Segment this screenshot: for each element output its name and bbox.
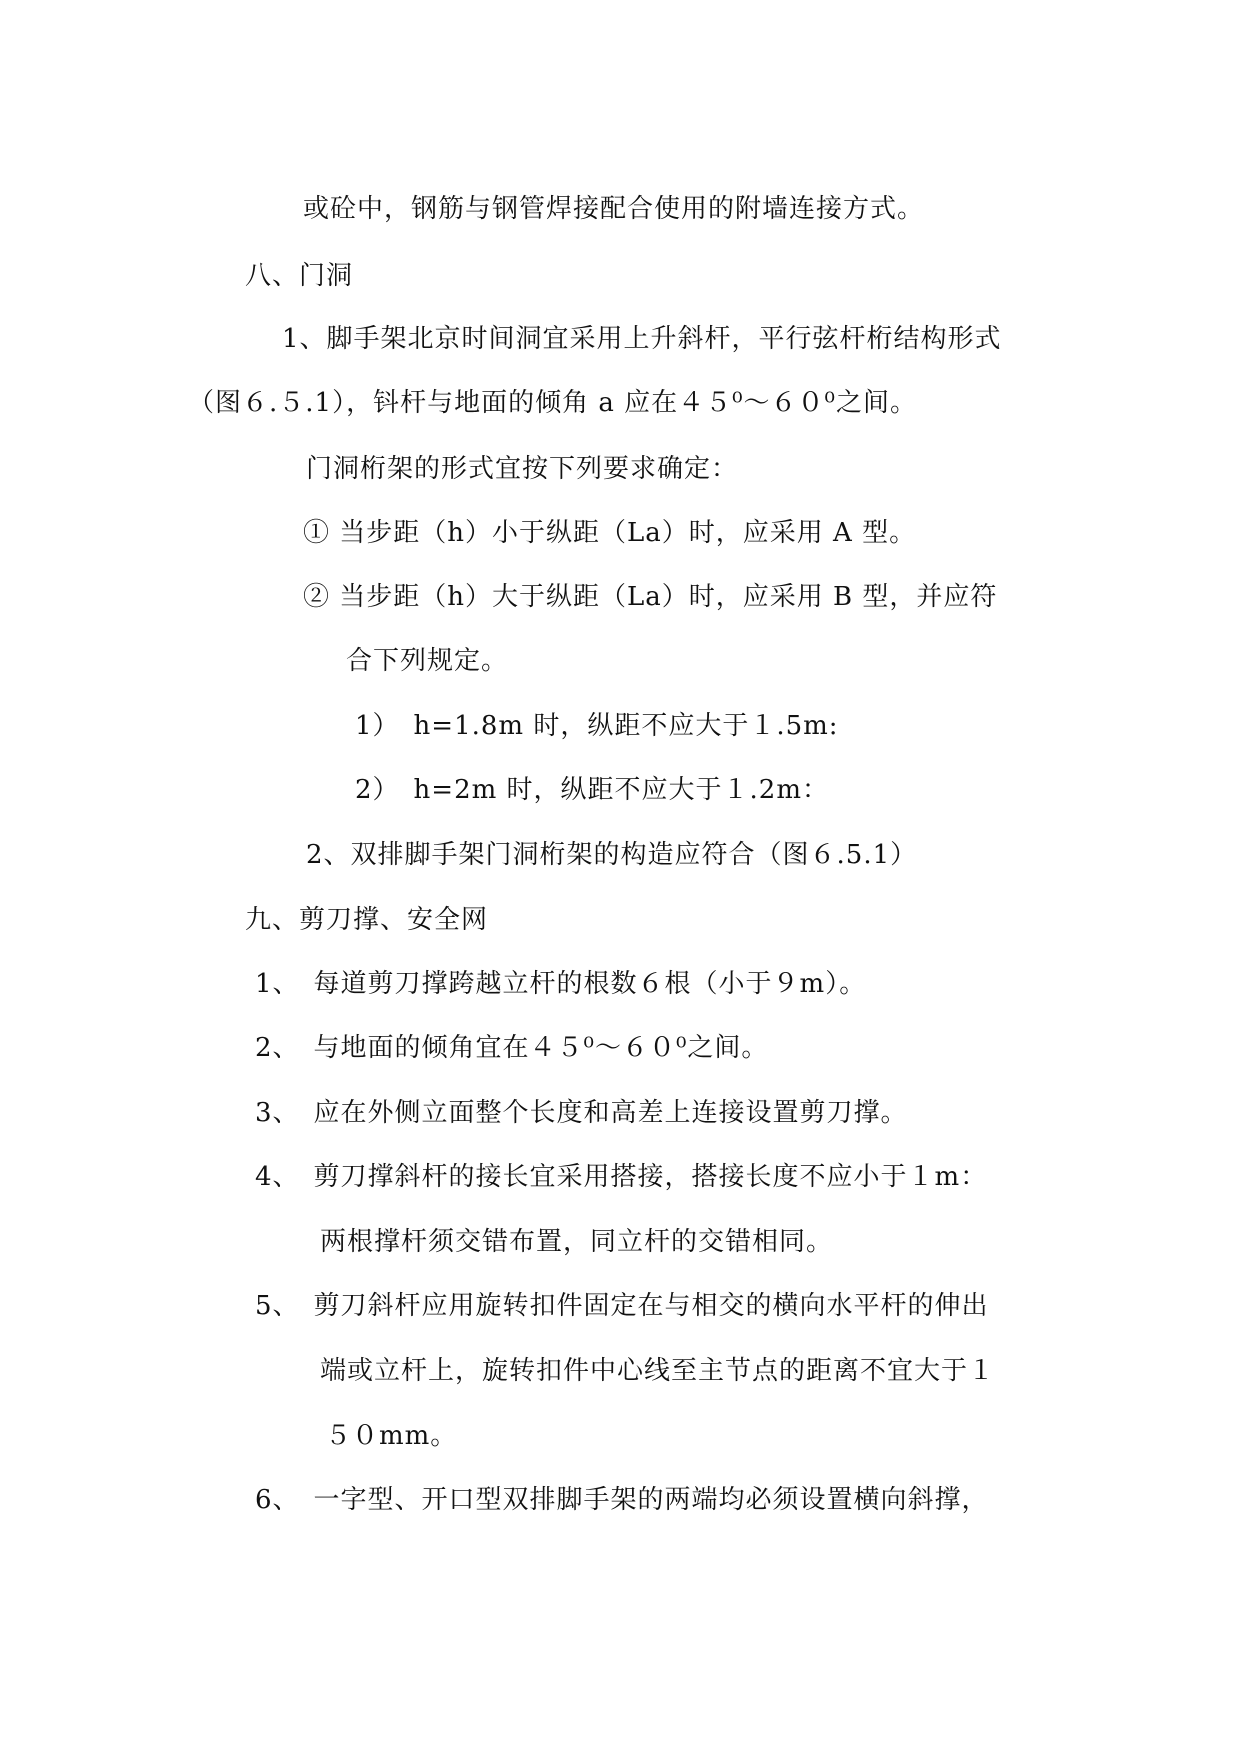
list-item: ② 当步距（h）大于纵距（La）时，应采用 B 型，并应符 <box>303 582 998 612</box>
list-item: 4、 剪刀撑斜杆的接长宜采用搭接，搭接长度不应小于１m： <box>255 1162 988 1192</box>
list-item: 2、 与地面的倾角宜在４５⁰～６０⁰之间。 <box>255 1033 769 1063</box>
text-line: ５０mm。 <box>325 1421 458 1451</box>
section-heading: 八、门洞 <box>245 261 354 291</box>
text-line: 端或立杆上，旋转扣件中心线至主节点的距离不宜大于１ <box>320 1356 996 1386</box>
text-line: （图６.５.1），钭杆与地面的倾角 a 应在４５⁰～６０⁰之间。 <box>188 388 917 418</box>
list-item: 3、 应在外侧立面整个长度和高差上连接设置剪刀撑。 <box>255 1098 908 1128</box>
text-line: 合下列规定。 <box>346 646 509 676</box>
text-line: 或砼中，钢筋与钢管焊接配合使用的附墙连接方式。 <box>303 194 925 224</box>
list-item: 5、 剪刀斜杆应用旋转扣件固定在与相交的横向水平杆的伸出 <box>255 1291 989 1321</box>
list-item: 6、 一字型、开口型双排脚手架的两端均必须设置横向斜撑， <box>255 1485 989 1515</box>
text-line: 两根撑杆须交错布置，同立杆的交错相同。 <box>320 1227 834 1257</box>
text-line: 2、双排脚手架门洞桁架的构造应符合（图６.5.1） <box>306 840 918 870</box>
list-item: 1、 每道剪刀撑跨越立杆的根数６根（小于９m）。 <box>255 969 867 999</box>
list-item: ① 当步距（h）小于纵距（La）时，应采用 A 型。 <box>303 518 917 548</box>
list-item: 1） h=1.8m 时，纵距不应大于１.5m: <box>355 711 839 741</box>
list-item: 2） h=2m 时，纵距不应大于１.2m： <box>355 775 829 805</box>
text-line: 门洞桁架的形式宜按下列要求确定： <box>306 454 739 484</box>
section-heading: 九、剪刀撑、安全网 <box>245 905 489 935</box>
text-line: 1、脚手架北京时间洞宜采用上升斜杆，平行弦杆桁结构形式 <box>282 324 1002 354</box>
